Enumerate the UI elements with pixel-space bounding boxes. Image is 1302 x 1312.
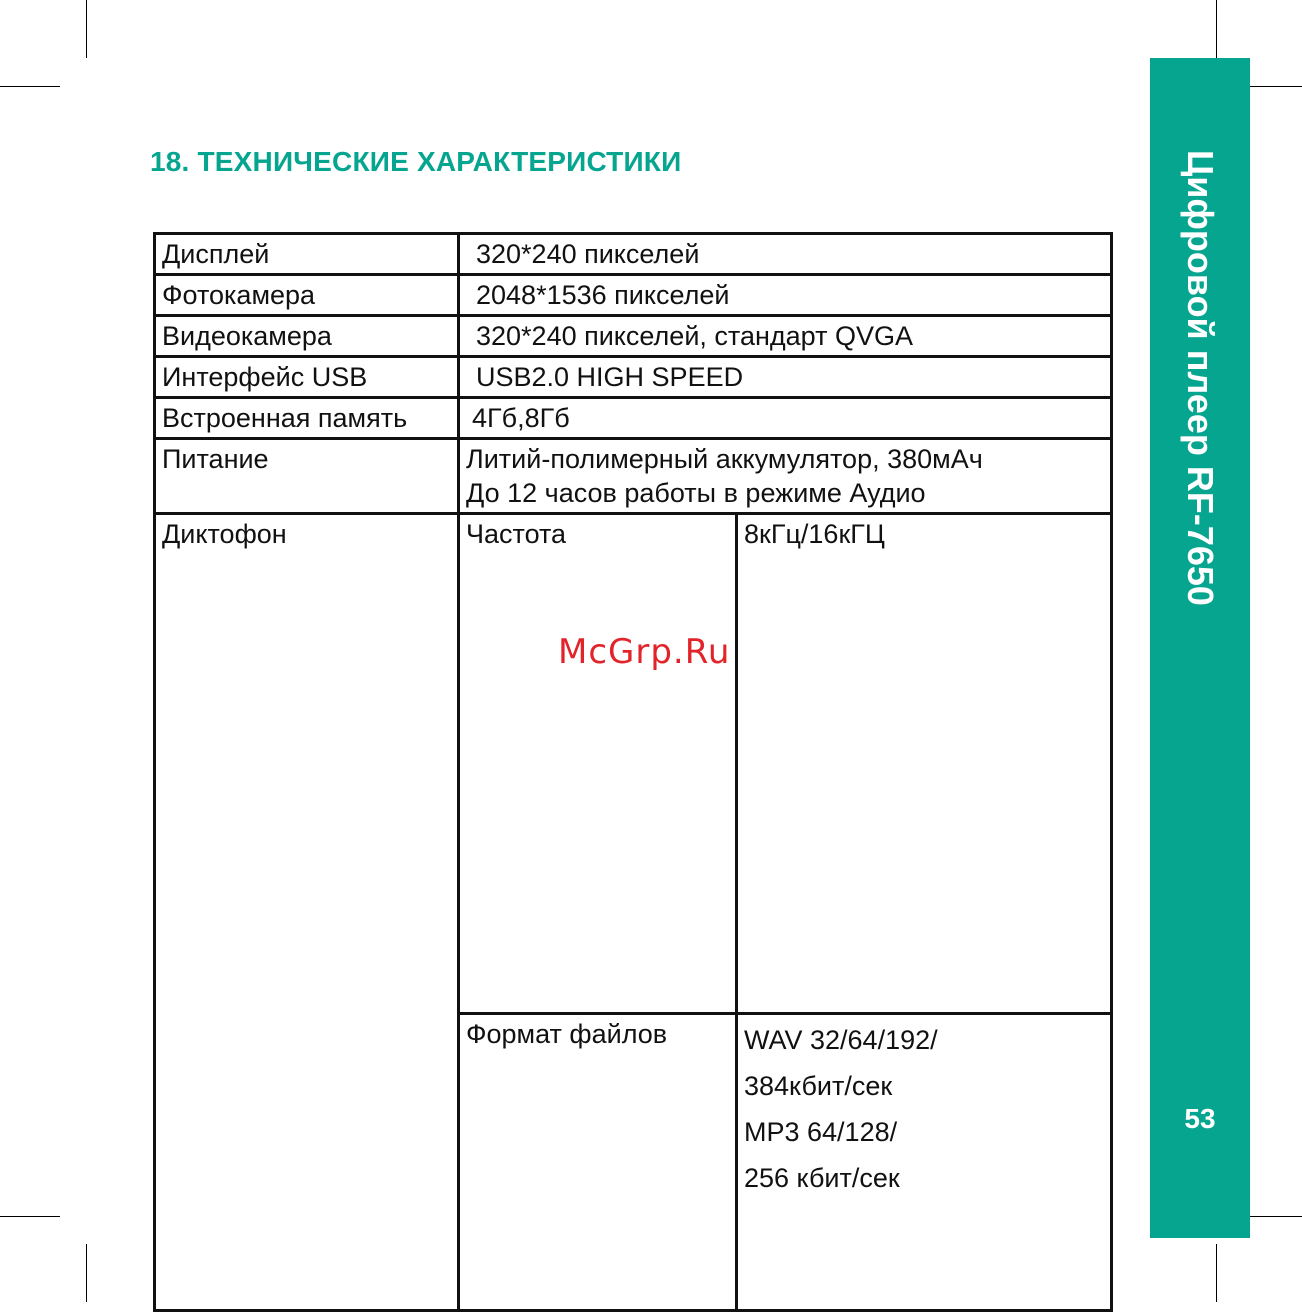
crop-mark: [86, 1244, 87, 1302]
crop-mark: [1216, 1244, 1217, 1302]
spec-value: 320*240 пикселей, стандарт QVGA: [459, 316, 1112, 357]
spec-label: Видеокамера: [155, 316, 459, 357]
table-row: [155, 357, 1112, 398]
spec-value: USB2.0 HIGH SPEED: [459, 357, 1112, 398]
spec-label: Фотокамера: [155, 275, 459, 316]
frequency-value: 8кГц/16кГЦ: [737, 514, 1112, 1014]
crop-mark: [1216, 0, 1217, 58]
crop-mark: [0, 1216, 60, 1217]
spec-value: 320*240 пикселей: [459, 234, 1112, 275]
spec-label: Дисплей: [155, 234, 459, 275]
format-value: [737, 1014, 1112, 1311]
table-row: [155, 234, 1112, 275]
crop-mark: [0, 86, 60, 87]
watermark: McGrp.Ru: [558, 632, 731, 672]
spec-label: Интерфейс USB: [155, 357, 459, 398]
spec-value: [459, 439, 1112, 514]
frequency-label: Частота: [459, 514, 737, 1014]
spec-label: Питание: [155, 439, 459, 514]
format-line: MP3 64/128/: [744, 1117, 898, 1147]
table-row: [155, 514, 1112, 1014]
spec-value-line: До 12 часов работы в режиме Аудио: [466, 478, 926, 508]
crop-mark: [1242, 1216, 1302, 1217]
table-row: [155, 275, 1112, 316]
section-heading: 18. ТЕХНИЧЕСКИЕ ХАРАКТЕРИСТИКИ: [150, 146, 682, 177]
spec-value: 2048*1536 пикселей: [459, 275, 1112, 316]
table-row: [155, 439, 1112, 514]
format-line: 256 кбит/сек: [744, 1163, 900, 1193]
crop-mark: [86, 0, 87, 58]
format-line: 384кбит/сек: [744, 1071, 893, 1101]
format-label: Формат файлов: [459, 1014, 737, 1311]
table-row: [155, 316, 1112, 357]
spec-label: Диктофон: [155, 514, 459, 1311]
format-line: WAV 32/64/192/: [744, 1025, 938, 1055]
crop-mark: [1242, 86, 1302, 87]
spec-table: [153, 232, 1113, 1312]
side-tab-title: Цифровой плеер RF-7650: [1180, 150, 1221, 606]
spec-label: Встроенная память: [155, 398, 459, 439]
page-number: 53: [1184, 1103, 1216, 1134]
spec-value-line: Литий-полимерный аккумулятор, 380мАч: [466, 444, 983, 474]
table-row: [155, 398, 1112, 439]
spec-value: 4Гб,8Гб: [459, 398, 1112, 439]
